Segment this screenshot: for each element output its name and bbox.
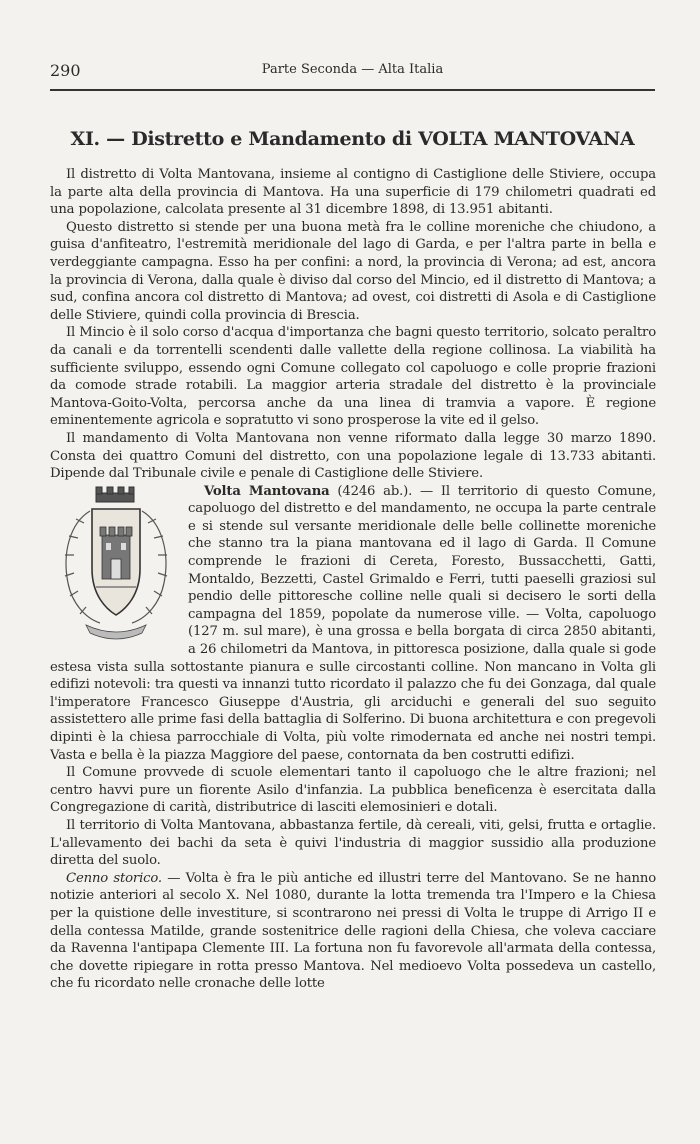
running-title: Parte Seconda — Alta Italia [261, 62, 444, 77]
paragraph-mandamento: Il mandamento di Volta Mantovana non venne riformato dalla legge 30 marzo 1890. Consta dei quattro Comuni del distretto, con una popolazione legale di 13.733 abitanti. Dipende dal Tribunale civile e penale di Castiglione delle Stiviere. [50, 430, 656, 482]
page-header [50, 58, 655, 82]
paragraph-volta-text: (4246 ab.). — Il territorio di questo Comune, capoluogo del distretto e del mandamento, ne occupa la parte centrale e si stende sul versante meridionale delle belle collinette moreniche che stanno tra la piana mantovana ed il lago di Garda. Il Comune comprende le frazioni di Cereta, Foresto, Bussacchetti, Gatti, Montaldo, Bezzetti, Castel Grimaldo e Ferri, tutti paeselli graziosi sul pendio delle pittoresche colline nelle quali si decisero le sorti della campagna del 1859, popolate da numerose ville. — Volta, capoluogo (127 m. sul mare), è una grossa e bella borgata di circa 2850 abitanti, a 26 chilometri da Mantova, in pittoresca posizione, dalla quale si gode estesa vista sulla sottostante pianura e sulle circostanti colline. Non mancano in Volta gli edifizi notevoli: tra questi va innanzi tutto ricordato il palazzo che fu dei Gonzaga, dal quale l'imperatore Francesco Giuseppe d'Austria, gli arciduchi e generali del suo seguito assistettero alle prime fasi della battaglia di Solferino. Di buona architettura e con pregevoli dipinti è la chiesa parrocchiale di Volta, più volte rimodernata ed anche nei nostri tempi. Vasta e bella è la piazza Maggiore del paese, contornata da ben costrutti edifizi. [50, 483, 656, 763]
lead-cenno-storico: Cenno storico. [66, 870, 162, 886]
paragraph-volta [50, 483, 656, 765]
paragraph-agriculture: Il territorio di Volta Mantovana, abbastanza fertile, dà cereali, viti, gelsi, frutta e ortaglie. L'allevamento dei bachi da seta è quivi l'industria di maggior sussidio alla produzione diretta del suolo. [50, 817, 656, 869]
paragraph-intro: Il distretto di Volta Mantovana, insieme al contigno di Castiglione delle Stiviere, occupa la parte alta della provincia di Mantova. Ha una superficie di 179 chilometri quadrati ed una popolazione, calcolata presente al 31 dicembre 1898, di 13.951 abitanti. [50, 167, 656, 218]
paragraph-history-text: — Volta è fra le più antiche ed illustri terre del Mantovano. Se ne hanno notizie anteriori al secolo X. Nel 1080, durante la lotta tremenda tra l'Impero e la Chiesa per la quistione delle investiture, si scontrarono nei pressi di Volta le truppe di Arrigo II e della contessa Matilde, grande sostenitrice delle ragioni della Chiesa, che voleva cacciare da Ravenna l'antipapa Clemente III. La fortuna non fu favorevole all'armata della contessa, che dovette ripiegare in rotta presso Mantova. Nel medioevo Volta possedeva un castello, che fu ricordato nelle cronache delle lotte [50, 870, 656, 992]
lead-volta-mantovana: Volta Mantovana [204, 483, 330, 499]
header-rule [50, 89, 655, 91]
page-number: 290 [50, 61, 81, 80]
paragraph-history [50, 870, 656, 993]
paragraph-geography: Questo distretto si stende per una buona metà fra le colline moreniche che chiudono, a guisa d'anfiteatro, l'estremità meridionale del lago di Garda, e per l'altra parte in bella e verdeggiante campagna. Esso ha per confini: a nord, la provincia di Verona; ad est, ancora la provincia di Verona, dalla quale è diviso dal corso del Mincio, ed il distretto di Mantova; a sud, confina ancora col distretto di Mantova; ad ovest, coi distretti di Asola e di Castiglione delle Stiviere, quindi colla provincia di Brescia. [50, 219, 656, 323]
coat-of-arms-icon [50, 483, 182, 645]
paragraph-hydrography: Il Mincio è il solo corso d'acqua d'importanza che bagni questo territorio, solcato peraltro da canali e da torrentelli scendenti dalle vallette della regione collinosa. La viabilità ha sufficiente sviluppo, essendo ogni Comune collegato col capoluogo e colle proprie frazioni da comode strade rotabili. La maggior arteria stradale del distretto è la provinciale Mantova-Goito-Volta, percorsa anche da una linea di tramvia a vapore. È regione eminentemente agricola e sopratutto vi sono prosperose la vite ed il gelso. [50, 325, 656, 429]
body-text [50, 166, 656, 993]
paragraph-schools: Il Comune provvede di scuole elementari tanto il capoluogo che le altre frazioni; nel centro havvi pure un fiorente Asilo d'infanzia. La pubblica beneficenza è esercitata dalla Congregazione di carità, distributrice di lasciti elemosinieri e dotali. [50, 765, 656, 816]
chapter-title: XI. — Distretto e Mandamento di VOLTA MANTOVANA [70, 128, 635, 150]
